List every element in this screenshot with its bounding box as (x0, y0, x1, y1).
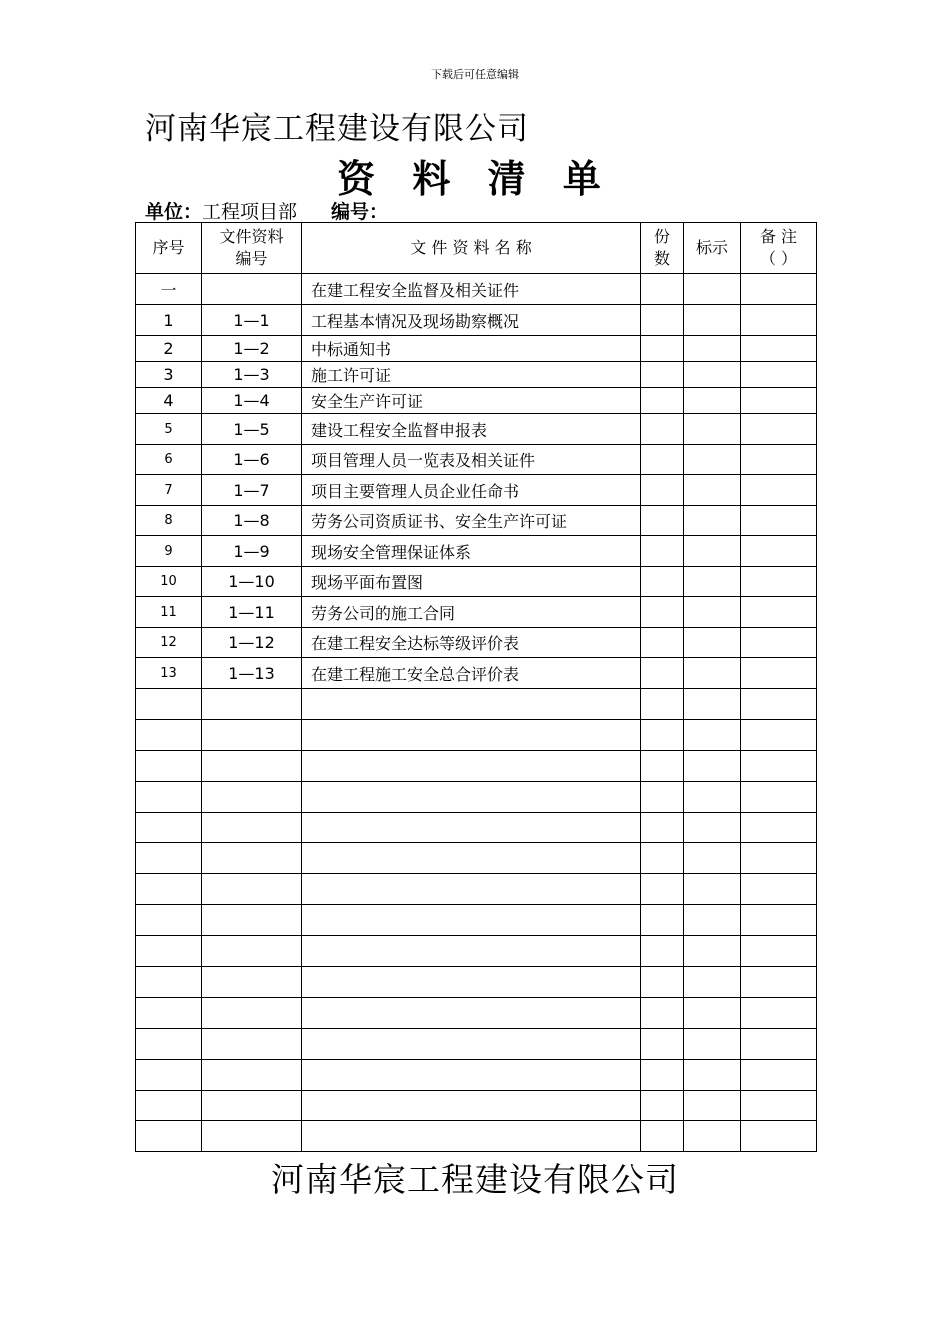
cell-file-code: 1—1 (202, 305, 302, 336)
cell-remark (741, 689, 817, 720)
cell-seq (136, 1059, 202, 1090)
cell-copies (641, 1028, 684, 1059)
cell-copies (641, 936, 684, 967)
empty-table-row (136, 1028, 817, 1059)
cell-mark (684, 274, 741, 305)
cell-mark (684, 843, 741, 874)
cell-copies (641, 997, 684, 1028)
cell-copies (641, 781, 684, 812)
table-row (136, 388, 817, 414)
cell-copies (641, 874, 684, 905)
cell-seq: 6 (136, 445, 202, 475)
cell-remark (741, 936, 817, 967)
cell-remark (741, 506, 817, 536)
cell-mark (684, 781, 741, 812)
cell-copies (641, 597, 684, 628)
empty-table-row (136, 1090, 817, 1121)
empty-table-row (136, 905, 817, 936)
cell-file-code: 1—12 (202, 628, 302, 658)
cell-remark (741, 274, 817, 305)
cell-file-code (202, 781, 302, 812)
cell-seq: 7 (136, 475, 202, 506)
cell-mark (684, 936, 741, 967)
unit-label: 单位： (145, 201, 203, 223)
table-row (136, 305, 817, 336)
table-row (136, 362, 817, 388)
cell-file-name: 劳务公司资质证书、安全生产许可证 (302, 506, 641, 536)
header-seq: 序号 (136, 223, 202, 274)
cell-remark (741, 445, 817, 475)
cell-copies (641, 1090, 684, 1121)
table-row (136, 414, 817, 445)
cell-file-name (302, 812, 641, 843)
cell-mark (684, 305, 741, 336)
cell-copies (641, 536, 684, 567)
cell-file-code (202, 1121, 302, 1152)
cell-remark (741, 567, 817, 597)
cell-file-name: 安全生产许可证 (302, 388, 641, 414)
unit-value: 工程项目部 (202, 201, 298, 223)
cell-remark (741, 1028, 817, 1059)
cell-seq: 一 (136, 274, 202, 305)
cell-mark (684, 1059, 741, 1090)
cell-file-name (302, 781, 641, 812)
cell-remark (741, 1090, 817, 1121)
cell-remark (741, 1121, 817, 1152)
cell-remark (741, 1059, 817, 1090)
cell-seq: 11 (136, 597, 202, 628)
header-file-code (202, 223, 302, 274)
empty-table-row (136, 1121, 817, 1152)
cell-file-name: 劳务公司的施工合同 (302, 597, 641, 628)
cell-remark (741, 874, 817, 905)
cell-remark (741, 414, 817, 445)
cell-seq (136, 689, 202, 720)
cell-file-name (302, 874, 641, 905)
cell-copies (641, 362, 684, 388)
cell-mark (684, 997, 741, 1028)
cell-file-code: 1—6 (202, 445, 302, 475)
cell-mark (684, 536, 741, 567)
cell-file-code (202, 1059, 302, 1090)
cell-copies (641, 905, 684, 936)
table-body (136, 274, 817, 1152)
cell-mark (684, 719, 741, 750)
cell-copies (641, 414, 684, 445)
cell-seq: 5 (136, 414, 202, 445)
cell-copies (641, 812, 684, 843)
cell-mark (684, 597, 741, 628)
cell-file-code (202, 750, 302, 781)
empty-table-row (136, 1059, 817, 1090)
empty-table-row (136, 781, 817, 812)
cell-file-name: 工程基本情况及现场勘察概况 (302, 305, 641, 336)
cell-file-code: 1—3 (202, 362, 302, 388)
cell-copies (641, 689, 684, 720)
empty-table-row (136, 843, 817, 874)
cell-file-code (202, 812, 302, 843)
header-copies-line2: 数 (653, 249, 670, 268)
company-name-footer: 河南华宸工程建设有限公司 (271, 1160, 679, 1199)
document-title: 资 料 清 单 (337, 157, 613, 201)
cell-remark (741, 628, 817, 658)
cell-file-code (202, 689, 302, 720)
cell-mark (684, 414, 741, 445)
table-row (136, 628, 817, 658)
header-copies (641, 223, 684, 274)
cell-remark (741, 843, 817, 874)
cell-remark (741, 305, 817, 336)
cell-remark (741, 812, 817, 843)
empty-table-row (136, 812, 817, 843)
cell-mark (684, 506, 741, 536)
cell-file-name: 中标通知书 (302, 336, 641, 362)
cell-seq (136, 1090, 202, 1121)
cell-file-code: 1—8 (202, 506, 302, 536)
cell-mark (684, 1028, 741, 1059)
cell-seq: 10 (136, 567, 202, 597)
cell-seq (136, 874, 202, 905)
table-row (136, 536, 817, 567)
cell-file-code (202, 1028, 302, 1059)
cell-file-code (202, 905, 302, 936)
cell-copies (641, 567, 684, 597)
header-remark (741, 223, 817, 274)
cell-seq: 2 (136, 336, 202, 362)
cell-file-code: 1—4 (202, 388, 302, 414)
cell-remark (741, 750, 817, 781)
table-row (136, 336, 817, 362)
cell-file-name (302, 750, 641, 781)
cell-file-code (202, 936, 302, 967)
cell-copies (641, 506, 684, 536)
cell-copies (641, 719, 684, 750)
empty-table-row (136, 997, 817, 1028)
cell-copies (641, 750, 684, 781)
cell-remark (741, 719, 817, 750)
cell-mark (684, 445, 741, 475)
cell-mark (684, 388, 741, 414)
cell-file-code (202, 843, 302, 874)
cell-remark (741, 336, 817, 362)
cell-mark (684, 689, 741, 720)
cell-file-code (202, 274, 302, 305)
cell-seq (136, 1121, 202, 1152)
cell-remark (741, 905, 817, 936)
cell-seq: 8 (136, 506, 202, 536)
cell-file-code (202, 997, 302, 1028)
meta-line (145, 197, 388, 224)
cell-file-code: 1—2 (202, 336, 302, 362)
cell-file-code (202, 874, 302, 905)
cell-seq (136, 905, 202, 936)
cell-file-name: 在建工程安全达标等级评价表 (302, 628, 641, 658)
cell-seq (136, 967, 202, 998)
cell-seq (136, 843, 202, 874)
cell-copies (641, 628, 684, 658)
cell-seq (136, 812, 202, 843)
cell-copies (641, 445, 684, 475)
table-row (136, 445, 817, 475)
header-file-name: 文 件 资 料 名 称 (302, 223, 641, 274)
header-mark: 标示 (684, 223, 741, 274)
cell-file-name (302, 1028, 641, 1059)
cell-file-code (202, 1090, 302, 1121)
cell-mark (684, 567, 741, 597)
cell-file-name: 建设工程安全监督申报表 (302, 414, 641, 445)
cell-seq: 4 (136, 388, 202, 414)
header-copies-line1: 份 (653, 227, 670, 246)
cell-copies (641, 336, 684, 362)
cell-mark (684, 658, 741, 689)
download-note: 下载后可任意编辑 (431, 68, 519, 81)
header-remark-line1: 备 注 (759, 227, 798, 246)
header-file-code-line2: 编号 (235, 249, 268, 268)
cell-seq (136, 1028, 202, 1059)
cell-mark (684, 874, 741, 905)
cell-seq: 13 (136, 658, 202, 689)
cell-file-name (302, 936, 641, 967)
cell-file-name: 施工许可证 (302, 362, 641, 388)
cell-file-name: 现场平面布置图 (302, 567, 641, 597)
cell-file-code: 1—5 (202, 414, 302, 445)
cell-remark (741, 388, 817, 414)
cell-copies (641, 967, 684, 998)
cell-seq: 9 (136, 536, 202, 567)
cell-file-name (302, 967, 641, 998)
cell-file-name (302, 997, 641, 1028)
cell-mark (684, 905, 741, 936)
cell-file-name (302, 1090, 641, 1121)
cell-remark (741, 997, 817, 1028)
cell-remark (741, 967, 817, 998)
cell-remark (741, 597, 817, 628)
cell-remark (741, 658, 817, 689)
cell-copies (641, 658, 684, 689)
cell-copies (641, 475, 684, 506)
empty-table-row (136, 750, 817, 781)
cell-mark (684, 362, 741, 388)
cell-file-name (302, 1059, 641, 1090)
cell-seq (136, 750, 202, 781)
cell-seq (136, 781, 202, 812)
table-row (136, 658, 817, 689)
cell-mark (684, 812, 741, 843)
cell-mark (684, 750, 741, 781)
cell-file-name (302, 1121, 641, 1152)
cell-file-name (302, 905, 641, 936)
cell-file-name: 在建工程施工安全总合评价表 (302, 658, 641, 689)
header-file-code-line1: 文件资料 (219, 227, 284, 246)
cell-remark (741, 362, 817, 388)
cell-file-code (202, 967, 302, 998)
cell-seq (136, 719, 202, 750)
cell-file-name: 在建工程安全监督及相关证件 (302, 274, 641, 305)
cell-file-code: 1—10 (202, 567, 302, 597)
cell-mark (684, 1121, 741, 1152)
table-row (136, 274, 817, 305)
cell-file-code: 1—9 (202, 536, 302, 567)
cell-remark (741, 536, 817, 567)
cell-file-name (302, 719, 641, 750)
cell-mark (684, 475, 741, 506)
number-label: 编号： (331, 201, 389, 223)
cell-seq: 3 (136, 362, 202, 388)
cell-file-name: 项目管理人员一览表及相关证件 (302, 445, 641, 475)
cell-remark (741, 475, 817, 506)
empty-table-row (136, 689, 817, 720)
company-name-header: 河南华宸工程建设有限公司 (145, 111, 529, 147)
cell-mark (684, 1090, 741, 1121)
empty-table-row (136, 719, 817, 750)
cell-file-name: 项目主要管理人员企业任命书 (302, 475, 641, 506)
empty-table-row (136, 967, 817, 998)
cell-file-name (302, 689, 641, 720)
cell-file-code: 1—7 (202, 475, 302, 506)
table-header-row (136, 223, 817, 274)
cell-copies (641, 274, 684, 305)
table-row (136, 567, 817, 597)
cell-copies (641, 843, 684, 874)
empty-table-row (136, 936, 817, 967)
cell-file-code: 1—13 (202, 658, 302, 689)
cell-file-name: 现场安全管理保证体系 (302, 536, 641, 567)
table-row (136, 597, 817, 628)
cell-remark (741, 781, 817, 812)
cell-file-code: 1—11 (202, 597, 302, 628)
cell-mark (684, 336, 741, 362)
cell-file-name (302, 843, 641, 874)
cell-seq: 1 (136, 305, 202, 336)
cell-copies (641, 1121, 684, 1152)
cell-file-code (202, 719, 302, 750)
cell-seq: 12 (136, 628, 202, 658)
cell-seq (136, 997, 202, 1028)
cell-copies (641, 1059, 684, 1090)
header-remark-line2: （ ） (759, 249, 798, 268)
cell-seq (136, 936, 202, 967)
empty-table-row (136, 874, 817, 905)
cell-mark (684, 967, 741, 998)
cell-copies (641, 305, 684, 336)
cell-copies (641, 388, 684, 414)
table-row (136, 475, 817, 506)
table-row (136, 506, 817, 536)
document-list-table (135, 222, 817, 1152)
cell-mark (684, 628, 741, 658)
